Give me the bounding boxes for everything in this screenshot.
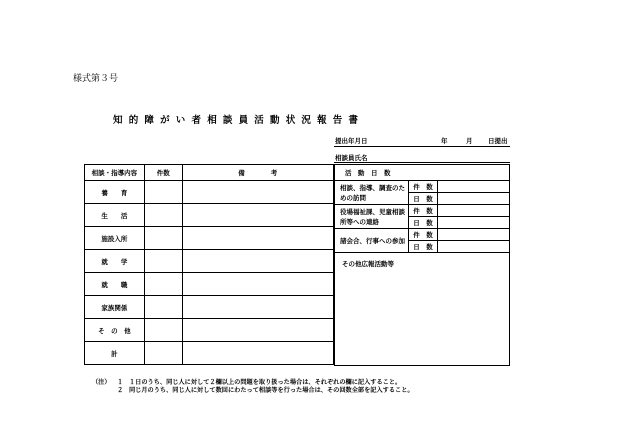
note-1-number: １: [117, 379, 124, 386]
row-label-employment: 就 職: [85, 273, 145, 296]
cell-remarks-total[interactable]: [182, 342, 333, 365]
liaison-count-label: 件 数: [408, 205, 438, 217]
counselor-name-label: 相談員氏名: [335, 154, 368, 162]
row-label-total: 計: [85, 342, 145, 365]
meetings-days-label: 日 数: [408, 241, 438, 253]
visits-count-label: 件 数: [408, 181, 438, 193]
cell-remarks-facility[interactable]: [182, 227, 333, 250]
row-label-schooling: 就 学: [85, 250, 145, 273]
cell-count-employment[interactable]: [144, 273, 182, 296]
row-label-other: そ の 他: [85, 319, 145, 342]
meetings-days-cell[interactable]: [438, 241, 510, 253]
cell-count-childcare[interactable]: [144, 181, 182, 204]
cell-count-facility[interactable]: [144, 227, 182, 250]
cell-remarks-schooling[interactable]: [182, 250, 333, 273]
form-number: 様式第３号: [73, 74, 119, 84]
cell-remarks-childcare[interactable]: [182, 181, 333, 204]
cell-remarks-living[interactable]: [182, 204, 333, 227]
submission-month-label: 月: [466, 137, 473, 145]
row-label-liaison: 役場福祉課、児童相談所等への連絡: [335, 205, 409, 229]
cell-count-schooling[interactable]: [144, 250, 182, 273]
row-label-childcare: 養 育: [85, 181, 145, 204]
visits-days-cell[interactable]: [438, 193, 510, 205]
other-pr-activities[interactable]: その他広報活動等: [335, 253, 510, 366]
cell-count-family[interactable]: [144, 296, 182, 319]
cell-count-total[interactable]: [144, 342, 182, 365]
note-2-number: ２: [117, 387, 124, 394]
cell-remarks-family[interactable]: [182, 296, 333, 319]
meetings-count-cell[interactable]: [438, 229, 510, 241]
header-remarks: 備 考: [182, 165, 333, 181]
row-label-visits: 相談、指導、調査のための訪問: [335, 181, 409, 205]
row-label-living: 生 活: [85, 204, 145, 227]
consultation-table: [84, 164, 334, 365]
notes-prefix: （注）: [92, 379, 111, 386]
submission-date-underline: [334, 146, 510, 147]
row-label-facility: 施設入所: [85, 227, 145, 250]
note-1-text: １日のうち、同じ人に対して２欄以上の問題を取り扱った場合は、それぞれの欄に記入すること。: [129, 379, 402, 386]
row-label-meetings: 諸会合、行事への参加: [335, 229, 409, 253]
visits-count-cell[interactable]: [438, 181, 510, 193]
liaison-count-cell[interactable]: [438, 205, 510, 217]
row-label-family: 家族関係: [85, 296, 145, 319]
document-title: 知的障がい者相談員活動状況報告書: [113, 115, 365, 126]
activity-days-table: [334, 164, 510, 366]
cell-remarks-employment[interactable]: [182, 273, 333, 296]
cell-count-living[interactable]: [144, 204, 182, 227]
counselor-name-underline: [334, 162, 510, 163]
meetings-count-label: 件 数: [408, 229, 438, 241]
cell-count-other[interactable]: [144, 319, 182, 342]
note-2-text: 同じ月のうち、同じ人に対して数回にわたって相談等を行った場合は、その回数全部を記入すること。: [129, 387, 414, 394]
header-case-count: 件数: [144, 165, 182, 181]
header-consultation-content: 相談・指導内容: [85, 165, 145, 181]
header-activity-days: 活 動 日 数: [335, 165, 510, 181]
cell-remarks-other[interactable]: [182, 319, 333, 342]
submission-date-label: 提出年月日: [335, 137, 368, 145]
liaison-days-cell[interactable]: [438, 217, 510, 229]
submission-year-label: 年: [441, 137, 448, 145]
visits-days-label: 日 数: [408, 193, 438, 205]
liaison-days-label: 日 数: [408, 217, 438, 229]
submission-day-label: 日提出: [488, 137, 508, 145]
